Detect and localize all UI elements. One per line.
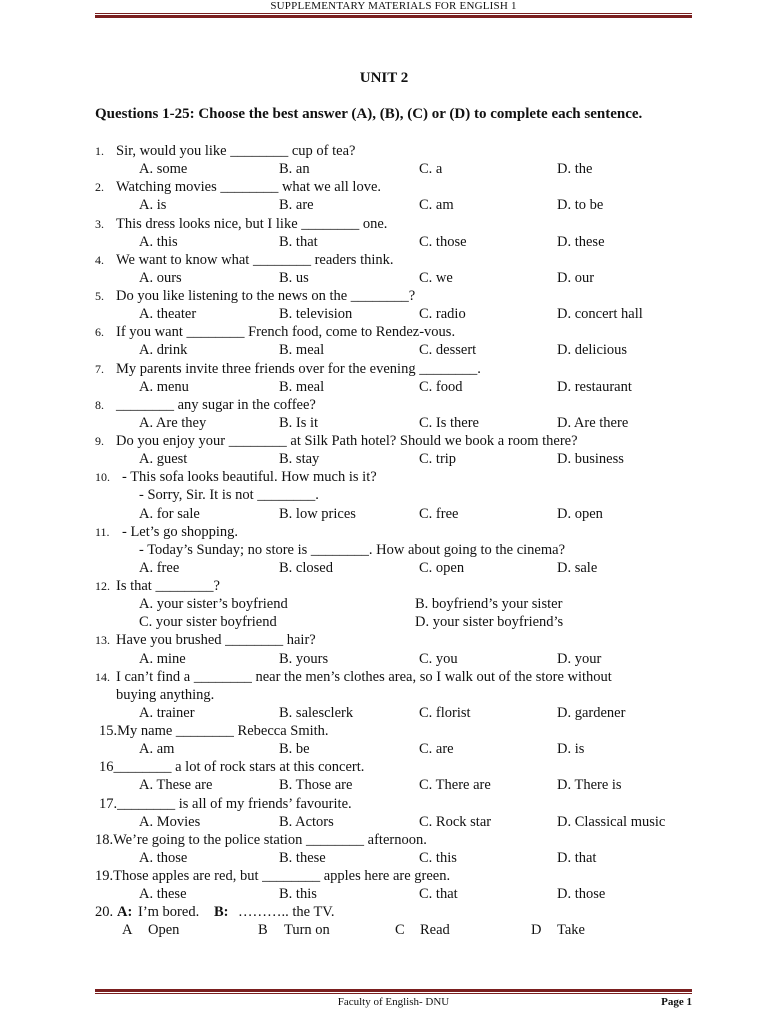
question-number: 2. (95, 180, 104, 195)
question-10 (95, 468, 705, 486)
options-row (95, 160, 705, 178)
option-d: D. your sister boyfriend’s (415, 614, 564, 631)
option-d: D. concert hall (557, 306, 643, 323)
unit-title: UNIT 2 (359, 70, 409, 86)
option-c: Read (420, 922, 450, 939)
option-c: C. open (419, 559, 465, 576)
options-row (95, 559, 705, 577)
option-b: B. meal (279, 378, 325, 395)
option-b: B. Those are (279, 777, 353, 794)
question-20 (95, 903, 705, 921)
footer-faculty: Faculty of English- DNU (337, 996, 450, 1008)
options-row (95, 650, 705, 668)
option-a: A. those (139, 849, 188, 866)
question-number: 10. (95, 470, 110, 485)
option-a: A. for sale (139, 505, 200, 522)
question-number: 1. (95, 144, 104, 158)
question-8 (95, 396, 705, 414)
question-number: 4. (95, 252, 104, 267)
options-row (95, 849, 705, 867)
option-d: D. Classical music (557, 813, 666, 830)
question-text: If you want ________ French food, come to Rendez-vous. (116, 324, 456, 341)
question-6 (95, 323, 705, 341)
question-13 (95, 631, 705, 649)
question-text: Have you brushed ________ hair? (116, 632, 316, 649)
option-d: D. open (557, 505, 603, 522)
question-14 (95, 668, 705, 686)
question-text: ________ any sugar in the coffee? (116, 396, 316, 413)
question-text: Is that ________? (116, 578, 220, 594)
question-9 (95, 432, 705, 450)
option-d: D. delicious (557, 342, 628, 359)
option-c: C. free (419, 505, 459, 522)
page-number: Page 1 (661, 996, 692, 1008)
option-b: B. boyfriend’s your sister (415, 596, 563, 613)
question-number: 12. (95, 579, 110, 593)
option-a: A. this (139, 233, 178, 250)
option-b: B. this (279, 886, 317, 903)
option-a: A. These are (139, 777, 213, 794)
question-18 (95, 831, 705, 849)
option-c: C. Rock star (419, 813, 492, 830)
option-b: B. that (279, 233, 318, 250)
option-a: Open (148, 922, 180, 939)
option-a: A. free (139, 559, 180, 576)
options-row (95, 341, 705, 359)
question-text: 17.________ is all of my friends’ favourite. (99, 795, 352, 812)
options-row (95, 505, 705, 523)
option-c: C. we (419, 269, 453, 286)
options-row (95, 269, 705, 287)
question-text: My parents invite three friends over for the evening ________. (116, 360, 481, 377)
question-17 (95, 795, 705, 813)
speaker-a-line: I’m bored. (138, 904, 200, 921)
question-16 (95, 758, 705, 776)
question-5 (95, 287, 705, 305)
option-d: D. these (557, 233, 605, 250)
option-a: A. trainer (139, 704, 195, 721)
option-d: D. the (557, 161, 593, 178)
option-d: D. sale (557, 559, 598, 576)
option-d: D. There is (557, 777, 622, 794)
speaker-a-label: A: (117, 904, 133, 921)
question-text: Do you enjoy your ________ at Silk Path hotel? Should we book a room there? (116, 433, 578, 449)
option-c: C. a (419, 161, 443, 178)
option-c: C. that (419, 886, 458, 903)
question-10-line-2 (95, 486, 705, 504)
option-b: B. us (279, 269, 309, 286)
option-d: D. that (557, 849, 597, 866)
option-c: C. am (419, 197, 454, 214)
option-b: B. are (279, 197, 314, 214)
options-row (95, 921, 705, 939)
option-b: B. these (279, 849, 326, 866)
option-d: D. our (557, 269, 595, 286)
header-rule (95, 13, 692, 18)
question-number: 11. (95, 524, 110, 539)
option-c-letter: C (395, 922, 405, 939)
options-row (95, 613, 705, 631)
question-text: 16________ a lot of rock stars at this concert. (99, 759, 365, 776)
option-b: B. low prices (279, 505, 356, 522)
option-b: B. Is it (279, 414, 319, 431)
question-text: I can’t find a ________ near the men’s clothes area, so I walk out of the store without (116, 668, 612, 685)
options-row (95, 595, 705, 613)
option-c: C. There are (419, 777, 491, 794)
option-c: C. florist (419, 704, 471, 721)
option-d: D. to be (557, 197, 604, 214)
question-14-line-2 (95, 686, 705, 704)
options-row (95, 305, 705, 323)
option-c: C. trip (419, 451, 457, 468)
option-d: D. those (557, 886, 606, 903)
footer-rule (95, 988, 692, 994)
options-row (95, 378, 705, 396)
option-c: C. you (419, 650, 458, 667)
option-b: B. television (279, 306, 353, 323)
speaker-b-label: B: (214, 904, 229, 921)
question-15 (95, 722, 705, 740)
option-d: D. restaurant (557, 378, 632, 395)
option-b: B. closed (279, 559, 333, 576)
option-b: B. Actors (279, 813, 334, 830)
question-text: Watching movies ________ what we all love. (116, 179, 382, 196)
option-b: B. meal (279, 342, 325, 359)
question-list (95, 142, 705, 940)
option-d: D. business (557, 451, 624, 468)
option-a: A. mine (139, 650, 186, 667)
option-d: Take (557, 922, 585, 939)
question-number: 14. (95, 669, 110, 684)
option-c: C. food (419, 378, 463, 395)
option-b: B. yours (279, 650, 329, 667)
options-row (95, 704, 705, 722)
question-text: 18.We’re going to the police station ________ afternoon. (95, 831, 427, 848)
question-text-continued: buying anything. (116, 686, 215, 703)
question-2 (95, 178, 705, 196)
question-text: Sir, would you like ________ cup of tea? (116, 143, 356, 159)
question-text: Do you like listening to the news on the ________? (116, 288, 416, 304)
question-text: We want to know what ________ readers think. (116, 251, 394, 268)
question-text-continued: - Today’s Sunday; no store is ________. How about going to the cinema? (139, 541, 566, 558)
question-11 (95, 523, 705, 541)
option-a: A. is (139, 197, 167, 214)
question-11-line-2 (95, 541, 705, 559)
question-4 (95, 251, 705, 269)
question-number: 7. (95, 361, 104, 376)
speaker-b-line: ……….. the TV. (238, 904, 335, 921)
option-b: B. an (279, 161, 310, 178)
options-row (95, 776, 705, 794)
question-text: 19.Those apples are red, but ________ apples here are green. (95, 868, 451, 884)
option-c: C. are (419, 741, 454, 758)
option-a: A. drink (139, 342, 188, 359)
question-text: - This sofa looks beautiful. How much is it? (122, 469, 377, 486)
option-b-letter: B (258, 922, 268, 939)
question-number: 6. (95, 325, 104, 340)
page-header: SUPPLEMENTARY MATERIALS FOR ENGLISH 1 (270, 0, 517, 12)
option-b: Turn on (284, 922, 330, 939)
option-b: B. be (279, 741, 310, 758)
question-12 (95, 577, 705, 595)
option-a: A. menu (139, 378, 189, 395)
option-a: A. Are they (139, 414, 207, 431)
option-c: C. your sister boyfriend (139, 614, 277, 631)
question-text: - Let’s go shopping. (122, 523, 238, 540)
option-c: C. those (419, 233, 467, 250)
option-d: D. your (557, 650, 602, 667)
option-c: C. this (419, 849, 457, 866)
question-number: 8. (95, 397, 104, 412)
option-a: A. ours (139, 269, 182, 286)
option-c: C. Is there (419, 414, 479, 431)
question-1 (95, 142, 705, 160)
question-text-continued: - Sorry, Sir. It is not ________. (139, 487, 319, 504)
option-b: B. salesclerk (279, 704, 354, 721)
options-row (95, 414, 705, 432)
question-7 (95, 360, 705, 378)
options-row (95, 813, 705, 831)
option-a-letter: A (122, 922, 133, 939)
question-number: 3. (95, 216, 104, 231)
option-c: C. dessert (419, 342, 477, 359)
option-a: A. guest (139, 451, 188, 468)
option-a: A. your sister’s boyfriend (139, 596, 288, 613)
question-number: 9. (95, 434, 104, 448)
options-row (95, 196, 705, 214)
options-row (95, 450, 705, 468)
instructions: Questions 1-25: Choose the best answer (A), (B), (C) or (D) to complete each sentence. (95, 106, 643, 122)
option-a: A. some (139, 161, 188, 178)
question-3 (95, 215, 705, 233)
option-a: A. Movies (139, 813, 201, 830)
question-number: 5. (95, 289, 104, 303)
question-19 (95, 867, 705, 885)
option-d: D. gardener (557, 704, 626, 721)
question-text: 15.My name ________ Rebecca Smith. (99, 723, 329, 739)
option-a: A. these (139, 886, 187, 903)
option-a: A. am (139, 741, 175, 758)
option-d: D. is (557, 741, 585, 758)
question-number: 20. (95, 904, 114, 921)
option-d: D. Are there (557, 414, 629, 431)
option-c: C. radio (419, 306, 466, 323)
option-a: A. theater (139, 306, 197, 323)
options-row (95, 885, 705, 903)
option-b: B. stay (279, 451, 320, 468)
question-text: This dress looks nice, but I like ________ one. (116, 215, 388, 232)
page-footer (95, 996, 692, 1010)
question-number: 13. (95, 633, 110, 648)
options-row (95, 740, 705, 758)
option-d-letter: D (531, 922, 542, 939)
options-row (95, 233, 705, 251)
